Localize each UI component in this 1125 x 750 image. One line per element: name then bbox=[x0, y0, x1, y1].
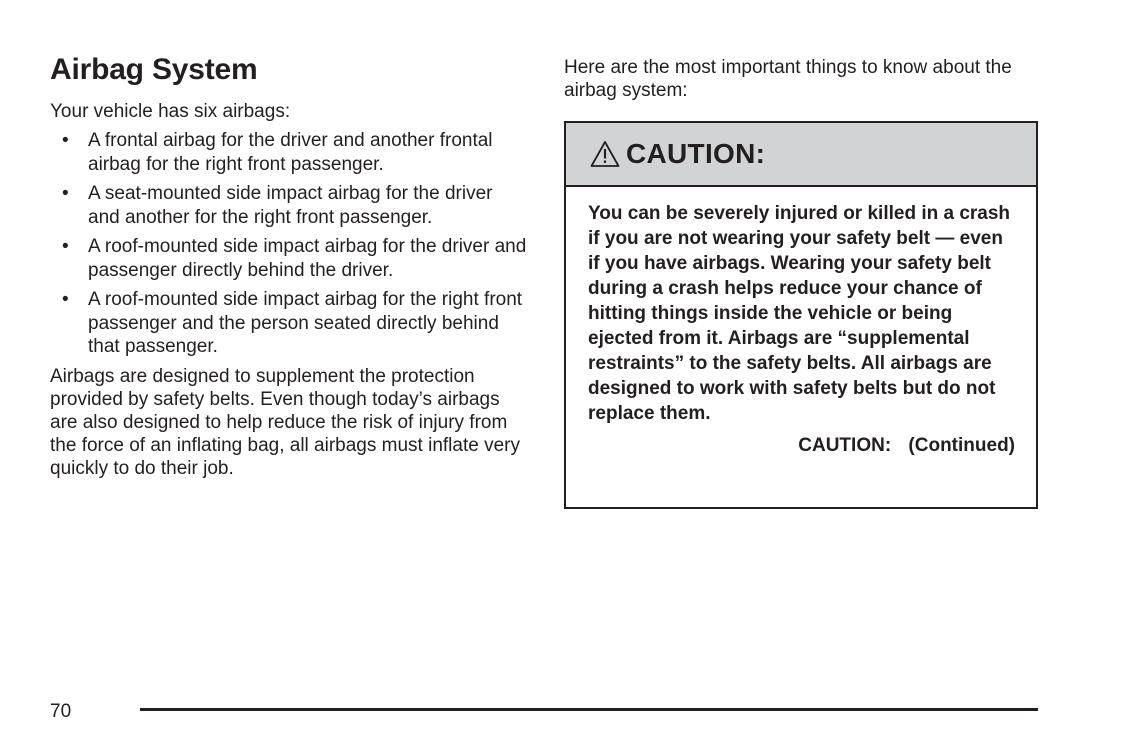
left-column bbox=[50, 52, 528, 480]
caution-header bbox=[566, 123, 1036, 187]
list-item bbox=[50, 288, 528, 359]
caution-body: You can be severely injured or killed in a crash if you are not wearing your safety belt — even if you have airbags. Wearing your safety belt during a crash helps reduce your chance of hitting things inside the vehicle or being ejected from it. Airbags are “supplemental restraints” to the safety belts. All airbags are designed to work with safety belts but do not replace them. bbox=[588, 203, 1011, 424]
closing-paragraph: Airbags are designed to supplement the protection provided by safety belts. Even though today’s airbags are also designed to help reduce the risk of injury from the force of an inflating bag, all airbags must inflate very quickly to do their job. bbox=[50, 365, 520, 479]
warning-triangle-icon bbox=[590, 140, 620, 168]
list-item-text: A roof-mounted side impact airbag for the right front passenger and the person seated directly behind that passenger. bbox=[88, 289, 523, 357]
list-item bbox=[50, 182, 528, 229]
caution-title: CAUTION: bbox=[626, 138, 766, 169]
right-column bbox=[564, 56, 1038, 102]
footer-rule bbox=[140, 708, 1038, 711]
intro-paragraph: Your vehicle has six airbags: bbox=[50, 101, 291, 122]
bullet-icon: • bbox=[62, 130, 69, 151]
caution-continued: CAUTION: (Continued) bbox=[798, 435, 1015, 456]
bullet-icon: • bbox=[62, 236, 69, 257]
list-item bbox=[50, 235, 528, 282]
list-item-text: A roof-mounted side impact airbag for the driver and passenger directly behind the driver. bbox=[88, 236, 527, 281]
right-intro-paragraph: Here are the most important things to know about the airbag system: bbox=[564, 57, 1012, 101]
page-number: 70 bbox=[50, 701, 72, 722]
page-title: Airbag System bbox=[50, 53, 258, 86]
airbag-list bbox=[50, 129, 528, 359]
bullet-icon: • bbox=[62, 183, 69, 204]
list-item-text: A seat-mounted side impact airbag for the driver and another for the right front passenger. bbox=[88, 183, 493, 228]
bullet-icon: • bbox=[62, 289, 69, 310]
list-item-text: A frontal airbag for the driver and another frontal airbag for the right front passenger. bbox=[88, 130, 493, 175]
list-item bbox=[50, 129, 528, 176]
caution-box bbox=[564, 121, 1038, 509]
